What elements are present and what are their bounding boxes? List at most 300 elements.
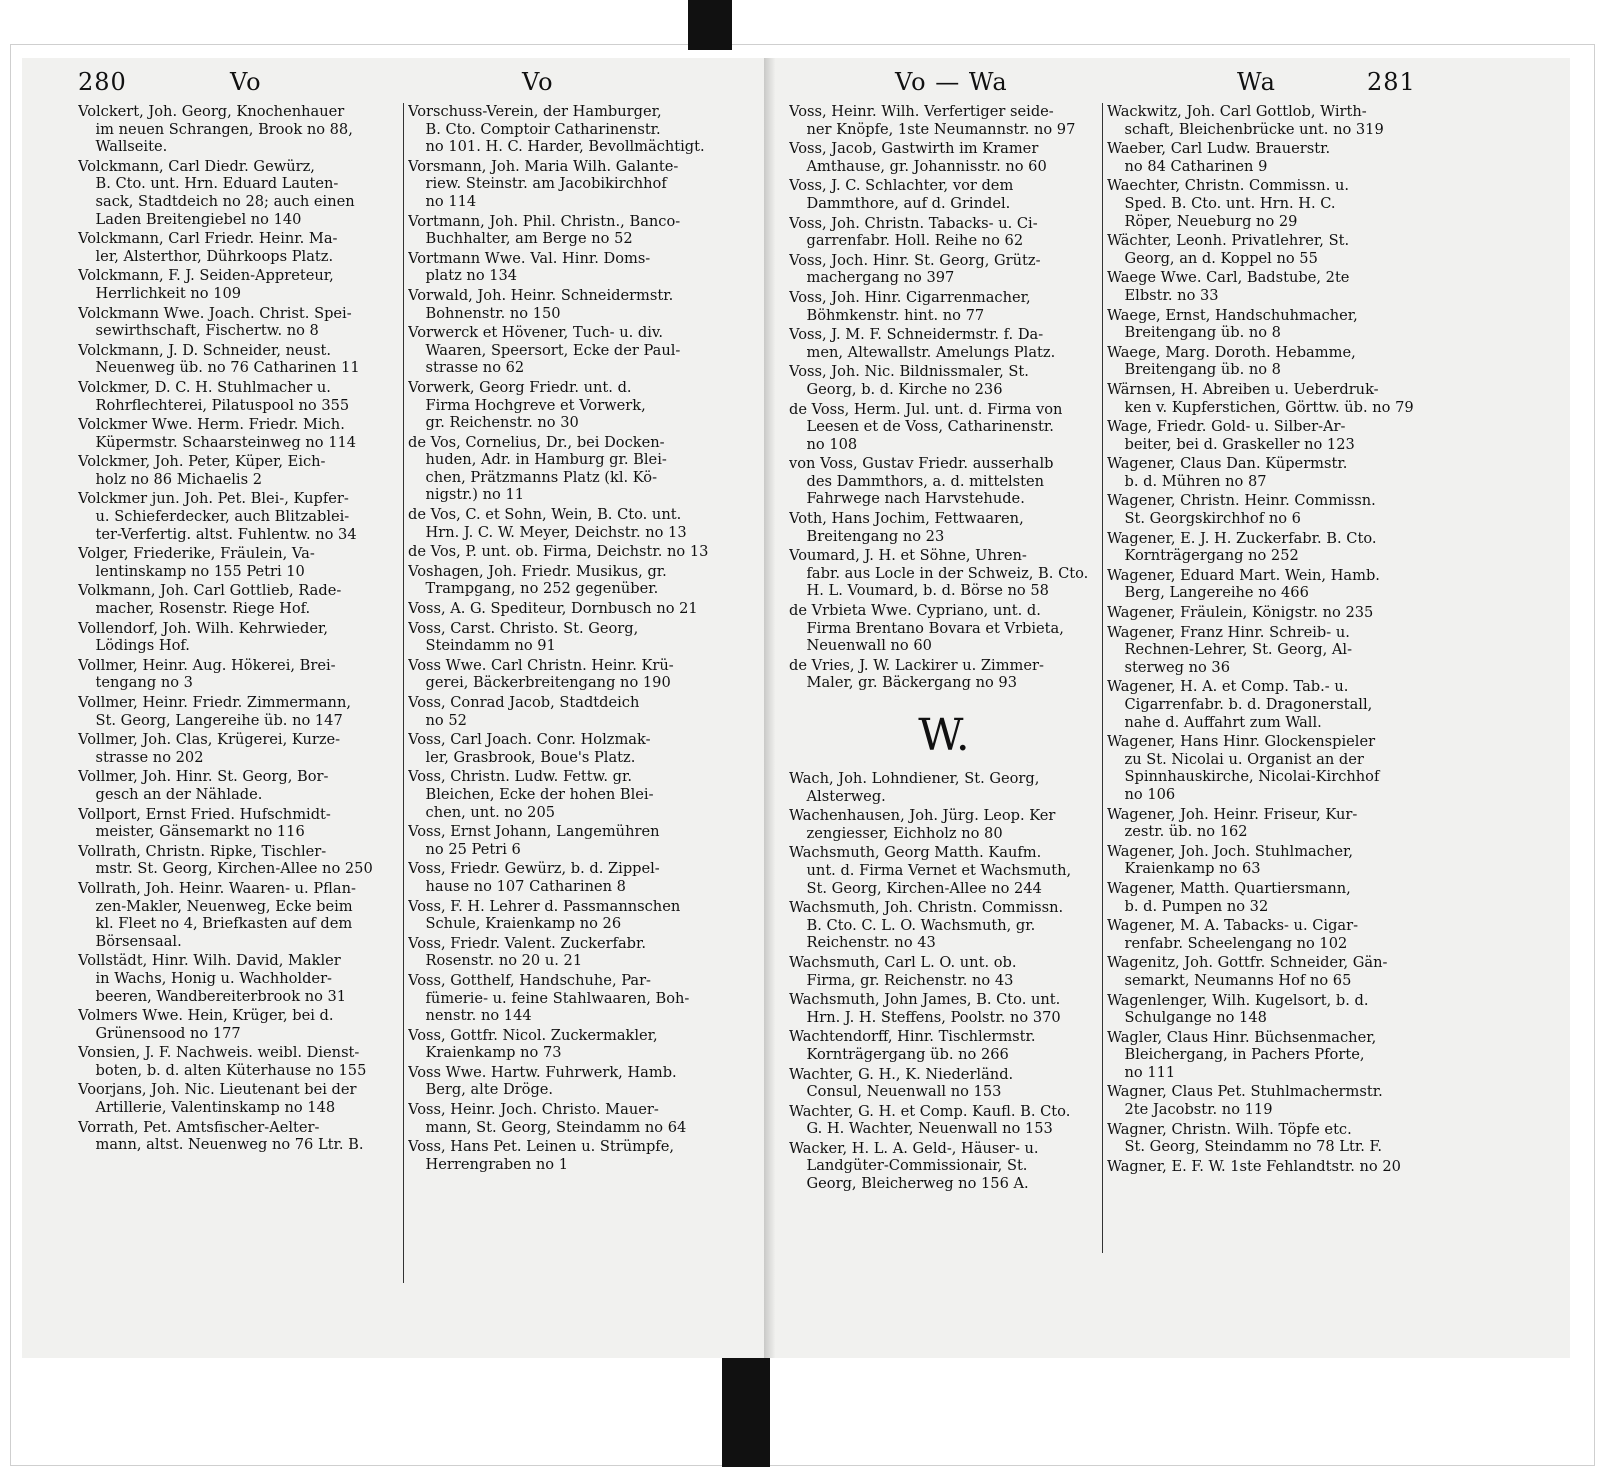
entry-line: sewirthschaft, Fischertw. no 8	[95, 322, 319, 340]
entry-line: holz no 86 Michaelis 2	[95, 470, 262, 488]
directory-entry	[1107, 567, 1429, 602]
directory-entry	[408, 1064, 730, 1099]
directory-entry	[78, 379, 400, 414]
entry-line: Volger, Friederike, Fräulein, Va-	[78, 545, 315, 563]
entry-line: Bleichen, Ecke der hohen Blei-	[425, 785, 654, 803]
entry-line: Wachsmuth, Carl L. O. unt. ob.	[789, 953, 1017, 971]
entry-line: im neuen Schrangen, Brook no 88,	[95, 120, 353, 138]
entry-line: Voss, Joch. Hinr. St. Georg, Grütz-	[789, 251, 1041, 269]
entry-line: sterweg no 36	[1124, 658, 1230, 676]
directory-entry	[78, 342, 400, 377]
entry-line: Kraienkamp no 73	[425, 1044, 562, 1062]
entry-line: Rosenstr. no 20 u. 21	[425, 952, 583, 970]
entry-line: Vonsien, J. F. Nachweis. weibl. Dienst-	[78, 1044, 360, 1062]
entry-line: Volckmann, Carl Friedr. Heinr. Ma-	[78, 230, 338, 248]
directory-entry	[78, 158, 400, 228]
entry-line: Elbstr. no 33	[1124, 286, 1219, 304]
entry-line: Wachtendorff, Hinr. Tischlermstr.	[789, 1028, 1036, 1046]
entry-line: Wagener, H. A. et Comp. Tab.- u.	[1107, 678, 1349, 696]
entry-line: beeren, Wandbereiterbrook no 31	[95, 987, 347, 1005]
entry-line: Laden Breitengiebel no 140	[95, 210, 302, 228]
entry-line: Volkmann, Joh. Carl Gottlieb, Rade-	[78, 582, 342, 600]
entry-line: Vollport, Ernst Fried. Hufschmidt-	[78, 805, 331, 823]
entry-line: Waaren, Speersort, Ecke der Paul-	[425, 341, 681, 359]
directory-entry	[408, 972, 730, 1025]
directory-entry	[408, 731, 730, 766]
directory-entry	[789, 401, 1099, 454]
entry-line: Georg, Bleicherweg no 156 A.	[806, 1175, 1029, 1193]
entry-line: Firma Brentano Bovara et Vrbieta,	[806, 619, 1064, 637]
directory-entry	[78, 731, 400, 766]
directory-entry	[1107, 917, 1429, 952]
entry-line: Voss, Christn. Ludw. Fettw. gr.	[408, 768, 633, 786]
entry-line: G. H. Wachter, Neuenwall no 153	[806, 1120, 1053, 1138]
entry-line: Volckert, Joh. Georg, Knochenhauer	[78, 103, 345, 120]
entry-line: Wagener, Eduard Mart. Wein, Hamb.	[1107, 566, 1380, 584]
entry-line: men, Altewallstr. Amelungs Platz.	[806, 343, 1056, 361]
entry-line: Voss, Jacob, Gastwirth im Kramer	[789, 140, 1039, 158]
entry-line: Wachenhausen, Joh. Jürg. Leop. Ker	[789, 807, 1056, 825]
entry-line: Neuenwall no 60	[806, 637, 932, 655]
entry-line: Wach, Joh. Lohndiener, St. Georg,	[789, 770, 1040, 787]
directory-entry	[1107, 381, 1429, 416]
directory-entry	[408, 158, 730, 211]
directory-entry	[408, 434, 730, 504]
directory-entry	[789, 140, 1099, 175]
directory-entry	[789, 899, 1099, 952]
entry-line: Landgüter-Commissionair, St.	[806, 1157, 1028, 1175]
directory-entry	[408, 860, 730, 895]
directory-entry	[408, 563, 730, 598]
entry-line: platz no 134	[425, 267, 518, 285]
entry-line: gr. Reichenstr. no 30	[425, 414, 579, 432]
entry-line: no 106	[1124, 785, 1176, 803]
entry-line: Volckmer jun. Joh. Pet. Blei-, Kupfer-	[78, 490, 349, 508]
left-column-1	[78, 103, 400, 1156]
entry-line: Vorwerk, Georg Friedr. unt. d.	[408, 378, 632, 396]
entry-line: Kornträgergang no 252	[1124, 547, 1299, 565]
entry-line: de Vos, C. et Sohn, Wein, B. Cto. unt.	[408, 506, 682, 524]
entry-line: Voss, Heinr. Joch. Christo. Mauer-	[408, 1101, 659, 1119]
entry-line: Artillerie, Valentinskamp no 148	[95, 1099, 336, 1117]
entry-line: u. Schieferdecker, auch Blitzablei-	[95, 508, 350, 526]
entry-line: St. Georg, Steindamm no 78 Ltr. F.	[1124, 1138, 1382, 1156]
right-column-2	[1107, 103, 1429, 1177]
directory-entry	[1107, 880, 1429, 915]
directory-entry	[789, 1140, 1099, 1193]
entry-line: Wärnsen, H. Abreiben u. Ueberdruk-	[1107, 380, 1379, 398]
entry-line: Voss, Joh. Hinr. Cigarrenmacher,	[789, 288, 1031, 306]
entry-line: hause no 107 Catharinen 8	[425, 877, 626, 895]
entry-line: Firma, gr. Reichenstr. no 43	[806, 971, 1014, 989]
entry-line: Vorschuss-Verein, der Hamburger,	[408, 103, 662, 120]
scan-clip-top	[688, 0, 732, 50]
entry-line: Herrlichkeit no 109	[95, 284, 242, 302]
entry-line: tengang no 3	[95, 674, 193, 692]
entry-line: Waege Wwe. Carl, Badstube, 2te	[1107, 269, 1350, 287]
entry-line: Waege, Marg. Doroth. Hebamme,	[1107, 343, 1356, 361]
directory-entry	[1107, 678, 1429, 731]
entry-line: Wagener, Christn. Heinr. Commissn.	[1107, 492, 1376, 510]
entry-line: Börsensaal.	[95, 932, 182, 950]
entry-line: ter-Verfertig. altst. Fuhlentw. no 34	[95, 525, 357, 543]
entry-line: zu St. Nicolai u. Organist an der	[1124, 750, 1364, 768]
entry-line: riew. Steinstr. am Jacobikirchhof	[425, 175, 667, 193]
entry-line: H. L. Voumard, b. d. Börse no 58	[806, 582, 1049, 600]
directory-entry	[78, 620, 400, 655]
entry-line: strasse no 62	[425, 359, 525, 377]
entry-line: Wachsmuth, Joh. Christn. Commissn.	[789, 899, 1064, 917]
directory-entry	[789, 1028, 1099, 1063]
entry-line: no 25 Petri 6	[425, 840, 521, 858]
entry-line: Rechnen-Lehrer, St. Georg, Al-	[1124, 641, 1353, 659]
directory-entry	[789, 1066, 1099, 1101]
entry-line: Vollmer, Heinr. Friedr. Zimmermann,	[78, 694, 351, 711]
entry-line: b. d. Mühren no 87	[1124, 472, 1267, 490]
right-header-col1: Vo — Wa	[895, 68, 1008, 96]
entry-line: Waege, Ernst, Handschuhmacher,	[1107, 306, 1358, 324]
entry-line: Voss, Gottfr. Nicol. Zuckermakler,	[408, 1026, 658, 1044]
entry-line: des Dammthors, a. d. mittelsten	[806, 472, 1045, 490]
entry-line: Wachsmuth, Georg Matth. Kaufm.	[789, 844, 1042, 862]
entry-line: Voss, Hans Pet. Leinen u. Strümpfe,	[408, 1138, 674, 1156]
entry-line: St. Georg, Langereihe üb. no 147	[95, 711, 343, 729]
directory-entry	[408, 213, 730, 248]
entry-line: Vollendorf, Joh. Wilh. Kehrwieder,	[78, 619, 328, 637]
entry-line: Wagener, Hans Hinr. Glockenspieler	[1107, 733, 1376, 751]
entry-line: Breitengang üb. no 8	[1124, 324, 1281, 342]
directory-entry	[408, 657, 730, 692]
entry-line: Schule, Kraienkamp no 26	[425, 915, 622, 933]
directory-entry	[408, 250, 730, 285]
entry-line: boten, b. d. alten Küterhause no 155	[95, 1061, 367, 1079]
directory-entry	[1107, 344, 1429, 379]
entry-line: Voshagen, Joh. Friedr. Musikus, gr.	[408, 562, 667, 580]
directory-entry	[1107, 843, 1429, 878]
directory-entry	[1107, 806, 1429, 841]
directory-entry	[1107, 307, 1429, 342]
left-header-col1: Vo	[230, 68, 262, 96]
left-page	[22, 58, 764, 1358]
entry-line: Trampgang, no 252 gegenüber.	[425, 580, 659, 598]
directory-entry	[78, 1081, 400, 1116]
entry-line: Hrn. J. H. Steffens, Poolstr. no 370	[806, 1008, 1061, 1026]
directory-entry	[78, 694, 400, 729]
entry-line: B. Cto. unt. Hrn. Eduard Lauten-	[95, 175, 339, 193]
entry-line: Voss, Conrad Jacob, Stadtdeich	[408, 694, 640, 711]
entry-line: mann, St. Georg, Steindamm no 64	[425, 1118, 687, 1136]
entry-line: Vorwerck et Hövener, Tuch- u. div.	[408, 324, 664, 342]
entry-line: no 108	[806, 435, 858, 453]
directory-entry	[789, 954, 1099, 989]
entry-line: ler, Alsterthor, Dührkoops Platz.	[95, 247, 334, 265]
entry-line: kl. Fleet no 4, Briefkasten auf dem	[95, 915, 353, 933]
entry-line: huden, Adr. in Hamburg gr. Blei-	[425, 451, 667, 469]
book-gutter	[764, 58, 775, 1358]
entry-line: Wagener, Fräulein, Königstr. no 235	[1107, 604, 1374, 622]
left-page-number: 280	[78, 68, 127, 96]
entry-line: Berg, Langereihe no 466	[1124, 584, 1309, 602]
directory-entry	[1107, 418, 1429, 453]
entry-line: Voss, Joh. Nic. Bildnissmaler, St.	[789, 363, 1029, 381]
entry-line: Breitengang no 23	[806, 527, 945, 545]
entry-line: Vollmer, Joh. Hinr. St. Georg, Bor-	[78, 768, 329, 786]
directory-entry	[789, 289, 1099, 324]
entry-line: zengiesser, Eichholz no 80	[806, 824, 1003, 842]
entry-line: Herrengraben no 1	[425, 1155, 569, 1173]
directory-entry	[1107, 1029, 1429, 1082]
entry-line: de Vos, Cornelius, Dr., bei Docken-	[408, 433, 665, 451]
right-col1-v-entries	[789, 103, 1099, 692]
directory-entry	[78, 1007, 400, 1042]
directory-entry	[789, 1103, 1099, 1138]
entry-line: Wagner, Christn. Wilh. Töpfe etc.	[1107, 1120, 1352, 1138]
entry-line: von Voss, Gustav Friedr. ausserhalb	[789, 455, 1054, 473]
entry-line: Neuenweg üb. no 76 Catharinen 11	[95, 359, 360, 377]
directory-entry	[78, 843, 400, 878]
right-header-col2: Wa	[1237, 68, 1276, 96]
entry-line: Wallseite.	[95, 138, 168, 156]
entry-line: sack, Stadtdeich no 28; auch einen	[95, 192, 355, 210]
directory-entry	[408, 1138, 730, 1173]
directory-entry	[789, 103, 1099, 138]
entry-line: Voss, F. H. Lehrer d. Passmannschen	[408, 897, 681, 915]
entry-line: Voorjans, Joh. Nic. Lieutenant bei der	[78, 1081, 357, 1099]
right-page	[775, 58, 1570, 1358]
entry-line: Breitengang üb. no 8	[1124, 361, 1281, 379]
entry-line: in Wachs, Honig u. Wachholder-	[95, 969, 332, 987]
entry-line: Wachter, G. H. et Comp. Kaufl. B. Cto.	[789, 1102, 1071, 1120]
directory-entry	[1107, 624, 1429, 677]
entry-line: chen, Prätzmanns Platz (kl. Kö-	[425, 468, 658, 486]
entry-line: Volckmann, F. J. Seiden-Appreteur,	[78, 267, 334, 285]
directory-entry	[1107, 1083, 1429, 1118]
directory-entry	[78, 103, 400, 156]
left-column-2	[408, 103, 730, 1175]
entry-line: Berg, alte Dröge.	[425, 1081, 554, 1099]
entry-line: Steindamm no 91	[425, 637, 556, 655]
entry-line: Amthause, gr. Johannisstr. no 60	[806, 157, 1047, 175]
entry-line: gesch an der Nählade.	[95, 785, 263, 803]
directory-entry	[789, 177, 1099, 212]
directory-entry	[789, 807, 1099, 842]
left-column-rule	[403, 103, 404, 1283]
entry-line: garrenfabr. Holl. Reihe no 62	[806, 232, 1024, 250]
directory-entry	[408, 600, 730, 618]
entry-line: de Vos, P. unt. ob. Firma, Deichstr. no 13	[408, 543, 709, 561]
directory-entry	[408, 935, 730, 970]
entry-line: Wagener, Joh. Heinr. Friseur, Kur-	[1107, 805, 1358, 823]
entry-line: Volckmann, Carl Diedr. Gewürz,	[78, 157, 315, 175]
directory-entry	[78, 416, 400, 451]
entry-line: Lödings Hof.	[95, 637, 190, 655]
directory-entry	[78, 582, 400, 617]
entry-line: machergang no 397	[806, 269, 955, 287]
entry-line: Voss, Friedr. Valent. Zuckerfabr.	[408, 934, 647, 952]
entry-line: Voss, Friedr. Gewürz, b. d. Zippel-	[408, 860, 660, 878]
directory-entry	[789, 657, 1099, 692]
entry-line: Maler, gr. Bäckergang no 93	[806, 674, 1017, 692]
directory-entry	[1107, 992, 1429, 1027]
entry-line: Grünensood no 177	[95, 1024, 241, 1042]
directory-entry	[1107, 177, 1429, 230]
directory-entry	[789, 770, 1099, 805]
entry-line: b. d. Pumpen no 32	[1124, 897, 1269, 915]
entry-line: nigstr.) no 11	[425, 486, 525, 504]
entry-line: Vorsmann, Joh. Maria Wilh. Galante-	[408, 157, 679, 175]
entry-line: Fahrwege nach Harvstehude.	[806, 490, 1025, 508]
entry-line: Waeber, Carl Ludw. Brauerstr.	[1107, 140, 1331, 158]
entry-line: Wagener, Claus Dan. Küpermstr.	[1107, 455, 1348, 473]
entry-line: Cigarrenfabr. b. d. Dragonerstall,	[1124, 696, 1373, 713]
entry-line: fümerie- u. feine Stahlwaaren, Boh-	[425, 989, 690, 1007]
directory-entry	[78, 230, 400, 265]
directory-entry	[78, 490, 400, 543]
directory-entry	[78, 657, 400, 692]
entry-line: de Vries, J. W. Lackirer u. Zimmer-	[789, 656, 1044, 674]
directory-entry	[408, 898, 730, 933]
directory-entry	[78, 880, 400, 950]
entry-line: Schulgange no 148	[1124, 1009, 1267, 1027]
directory-entry	[1107, 492, 1429, 527]
entry-line: Voss, Carl Joach. Conr. Holzmak-	[408, 731, 651, 749]
directory-entry	[78, 453, 400, 488]
entry-line: St. Georgskirchhof no 6	[1124, 510, 1301, 528]
directory-entry	[1107, 103, 1429, 138]
directory-entry	[78, 768, 400, 803]
entry-line: Reichenstr. no 43	[806, 934, 936, 952]
directory-entry	[408, 324, 730, 377]
entry-line: Leesen et de Voss, Catharinenstr.	[806, 418, 1054, 436]
directory-entry	[408, 620, 730, 655]
directory-entry	[78, 545, 400, 580]
entry-line: no 52	[425, 711, 467, 729]
entry-line: Vorwald, Joh. Heinr. Schneidermstr.	[408, 286, 674, 304]
entry-line: Voss, Gotthelf, Handschuhe, Par-	[408, 971, 651, 989]
entry-line: Wacker, H. L. A. Geld-, Häuser- u.	[789, 1139, 1039, 1157]
entry-line: Voss, A. G. Spediteur, Dornbusch no 21	[408, 600, 698, 618]
directory-entry	[1107, 232, 1429, 267]
entry-line: mstr. St. Georg, Kirchen-Allee no 250	[95, 860, 373, 878]
entry-line: zen-Makler, Neuenweg, Ecke beim	[95, 897, 353, 915]
entry-line: nenstr. no 144	[425, 1007, 532, 1025]
directory-entry	[1107, 604, 1429, 622]
entry-line: Volmers Wwe. Hein, Krüger, bei d.	[78, 1007, 334, 1025]
right-column-rule	[1102, 103, 1103, 1253]
entry-line: fabr. aus Locle in der Schweiz, B. Cto.	[806, 564, 1089, 582]
entry-line: de Vrbieta Wwe. Cypriano, unt. d.	[789, 602, 1041, 620]
entry-line: B. Cto. Comptoir Catharinenstr.	[425, 120, 661, 138]
entry-line: Dammthore, auf d. Grindel.	[806, 194, 1011, 212]
entry-line: Wachsmuth, John James, B. Cto. unt.	[789, 991, 1061, 1009]
entry-line: Georg, an d. Koppel no 55	[1124, 249, 1318, 267]
entry-line: Voss, Carst. Christo. St. Georg,	[408, 619, 639, 637]
entry-line: renfabr. Scheelengang no 102	[1124, 934, 1348, 952]
directory-entry	[78, 806, 400, 841]
directory-entry	[408, 1101, 730, 1136]
entry-line: Voss, Ernst Johann, Langemühren	[408, 823, 660, 841]
entry-line: Hrn. J. C. W. Meyer, Deichstr. no 13	[425, 523, 687, 541]
entry-line: no 84 Catharinen 9	[1124, 157, 1268, 175]
entry-line: Vortmann, Joh. Phil. Christn., Banco-	[408, 212, 681, 230]
directory-entry	[1107, 1158, 1429, 1176]
directory-entry	[78, 1119, 400, 1154]
entry-line: mann, altst. Neuenweg no 76 Ltr. B.	[95, 1136, 364, 1154]
directory-entry	[789, 510, 1099, 545]
entry-line: unt. d. Firma Vernet et Wachsmuth,	[806, 861, 1072, 879]
entry-line: Wagner, E. F. W. 1ste Fehlandtstr. no 20	[1107, 1157, 1401, 1175]
entry-line: St. Georg, Kirchen-Allee no 244	[806, 879, 1042, 897]
entry-line: Volckmann, J. D. Schneider, neust.	[78, 341, 332, 359]
entry-line: Vorrath, Pet. Amtsfischer-Aelter-	[78, 1118, 320, 1136]
entry-line: Firma Hochgreve et Vorwerk,	[425, 396, 646, 414]
entry-line: Bohnenstr. no 150	[425, 304, 561, 322]
directory-entry	[789, 455, 1099, 508]
entry-line: Voss, Joh. Christn. Tabacks- u. Ci-	[789, 214, 1038, 232]
entry-line: Rohrflechterei, Pilatuspool no 355	[95, 396, 350, 414]
directory-entry	[408, 694, 730, 729]
directory-entry	[408, 543, 730, 561]
entry-line: Böhmkenstr. hint. no 77	[806, 306, 985, 324]
entry-line: Vollrath, Joh. Heinr. Waaren- u. Pflan-	[78, 879, 356, 897]
entry-line: gerei, Bäckerbreitengang no 190	[425, 674, 671, 692]
directory-entry	[78, 267, 400, 302]
directory-entry	[408, 379, 730, 432]
entry-line: Kornträgergang üb. no 266	[806, 1045, 1009, 1063]
entry-line: B. Cto. C. L. O. Wachsmuth, gr.	[806, 916, 1036, 934]
directory-entry	[408, 103, 730, 156]
directory-entry	[1107, 455, 1429, 490]
directory-entry	[1107, 733, 1429, 803]
section-letter-w: W.	[918, 710, 970, 761]
directory-entry	[789, 363, 1099, 398]
entry-line: Wachter, G. H., K. Niederländ.	[789, 1065, 1014, 1083]
directory-entry	[1107, 1121, 1429, 1156]
entry-line: Vollstädt, Hinr. Wilh. David, Makler	[78, 952, 341, 970]
entry-line: Wagler, Claus Hinr. Büchsenmacher,	[1107, 1028, 1377, 1046]
entry-line: Röper, Neueburg no 29	[1124, 212, 1298, 230]
scan-clip-bottom	[722, 1355, 770, 1467]
entry-line: Voss, J. C. Schlachter, vor dem	[789, 177, 1014, 195]
directory-entry	[408, 823, 730, 858]
entry-line: nahe d. Auffahrt zum Wall.	[1124, 713, 1322, 731]
entry-line: macher, Rosenstr. Riege Hof.	[95, 600, 311, 618]
entry-line: Voth, Hans Jochim, Fettwaaren,	[789, 510, 1024, 528]
directory-entry	[1107, 269, 1429, 304]
entry-line: chen, unt. no 205	[425, 803, 556, 821]
entry-line: Wackwitz, Joh. Carl Gottlob, Wirth-	[1107, 103, 1367, 120]
directory-entry	[408, 506, 730, 541]
entry-line: Voss, Heinr. Wilh. Verfertiger seide-	[789, 103, 1054, 120]
left-header-col2: Vo	[522, 68, 554, 96]
directory-entry	[1107, 140, 1429, 175]
entry-line: Wagenitz, Joh. Gottfr. Schneider, Gän-	[1107, 954, 1388, 972]
directory-entry	[789, 326, 1099, 361]
entry-line: ler, Grasbrook, Boue's Platz.	[425, 748, 636, 766]
directory-entry	[408, 287, 730, 322]
entry-line: Spinnhauskirche, Nicolai-Kirchhof	[1124, 768, 1380, 786]
directory-entry	[78, 952, 400, 1005]
entry-line: Vollmer, Heinr. Aug. Hökerei, Brei-	[78, 656, 336, 674]
entry-line: Voss, J. M. F. Schneidermstr. f. Da-	[789, 326, 1044, 344]
entry-line: Volckmann Wwe. Joach. Christ. Spei-	[78, 304, 352, 322]
entry-line: Georg, b. d. Kirche no 236	[806, 380, 1003, 398]
directory-entry	[408, 768, 730, 821]
entry-line: zestr. üb. no 162	[1124, 823, 1248, 841]
entry-line: Wagner, Claus Pet. Stuhlmachermstr.	[1107, 1083, 1383, 1101]
entry-line: ner Knöpfe, 1ste Neumannstr. no 97	[806, 120, 1076, 138]
entry-line: Consul, Neuenwall no 153	[806, 1083, 1002, 1101]
